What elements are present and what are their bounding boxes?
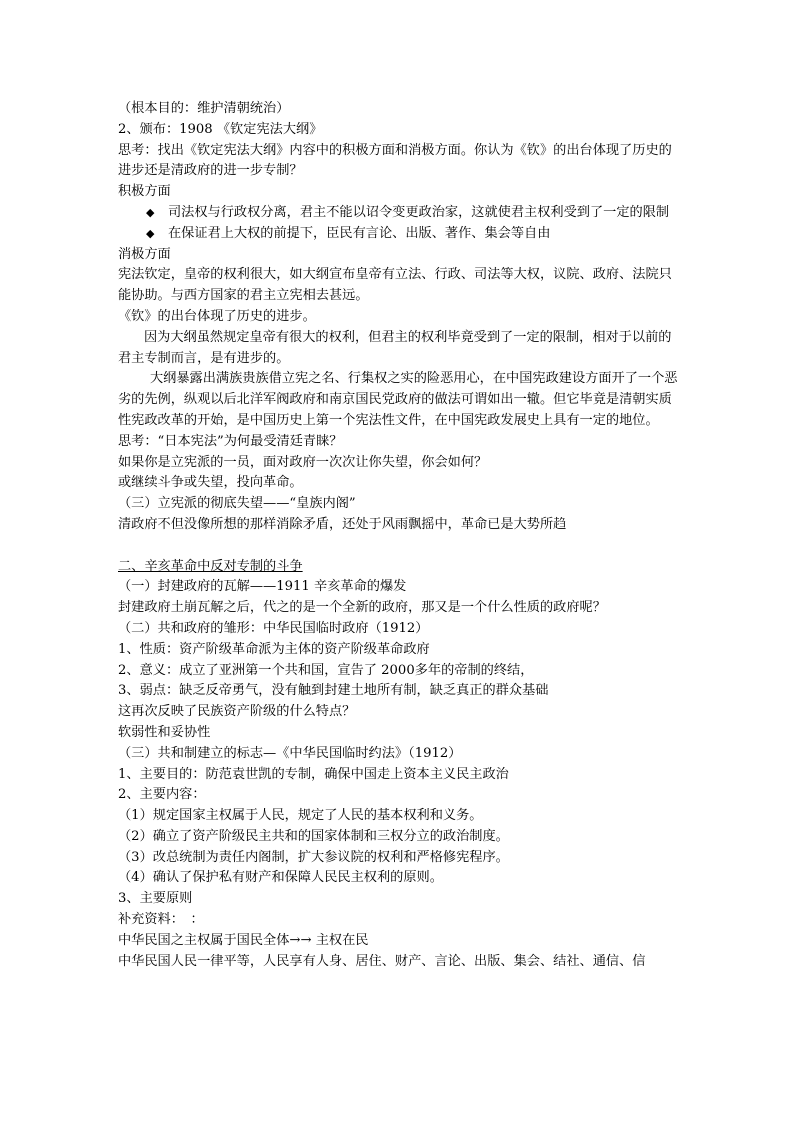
diamond-bullet-icon: ◆ bbox=[146, 205, 155, 219]
text-line: 软弱性和妥协性 bbox=[118, 724, 211, 740]
text-line: 3、主要原则 bbox=[118, 891, 193, 907]
text-line: 1、主要目的：防范袁世凯的专制，确保中国走上资本主义民主政治 bbox=[118, 766, 509, 782]
blank-line bbox=[118, 536, 680, 557]
text-line: （3）改总统制为责任内阁制，扩大参议院的权利和严格修宪程序。 bbox=[118, 849, 509, 865]
bullet-item bbox=[118, 224, 680, 245]
text-line: 《钦》的出台体现了历史的进步。 bbox=[118, 308, 316, 324]
text-line: 中华民国人民一律平等，人民享有人身、居住、财产、言论、出版、集会、结社、通信、信 bbox=[118, 953, 646, 969]
diamond-bullet-icon: ◆ bbox=[146, 226, 155, 240]
text-paragraph: 大纲暴露出满族贵族借立宪之名、行集权之实的险恶用心，在中国宪政建设方面开了一个恶劣的先例，纵观以后北洋军阀政府和南京国民党政府的做法可谓如出一辙。但它毕竟是清朝实质性宪政改革的开始，是中国历史上第一个宪法性文件，在中国宪政发展史上具有一定的地位。 bbox=[118, 371, 678, 428]
text-line: 清政府不但没像所想的那样消除矛盾，还处于风雨飘摇中，革命已是大势所趋 bbox=[118, 516, 567, 532]
subsection-heading: （二）共和政府的雏形：中华民国临时政府（1912） bbox=[118, 620, 429, 636]
text-line: （4）确认了保护私有财产和保障人民民主权利的原则。 bbox=[118, 870, 443, 886]
bullet-text: 司法权与行政权分离，君主不能以诏令变更政治家，这就使君主权利受到了一定的限制 bbox=[168, 204, 670, 220]
section-heading: 消极方面 bbox=[118, 246, 171, 262]
subsection-heading: （三）立宪派的彻底失望——“皇族内阁” bbox=[118, 496, 356, 512]
text-line: 中华民国之主权属于国民全体→→ 主权在民 bbox=[118, 932, 369, 948]
subsection-heading: （三）共和制建立的标志—《中华民国临时约法》（1912） bbox=[118, 745, 462, 761]
bullet-item bbox=[118, 203, 680, 224]
text-line: 封建政府土崩瓦解之后，代之的是一个全新的政府，那又是一个什么性质的政府呢？ bbox=[118, 600, 606, 616]
text-line: 这再次反映了民族资产阶级的什么特点？ bbox=[118, 704, 356, 720]
subsection-heading: （一）封建政府的瓦解——1911 辛亥革命的爆发 bbox=[118, 579, 407, 595]
text-paragraph: 思考：找出《钦定宪法大纲》内容中的积极方面和消极方面。你认为《钦》的出台体现了历史的进步还是清政府的进一步专制？ bbox=[118, 142, 672, 179]
document-page bbox=[118, 99, 680, 972]
text-line: 如果你是立宪派的一员，面对政府一次次让你失望，你会如何？ bbox=[118, 454, 488, 470]
text-line: 1、性质：资产阶级革命派为主体的资产阶级革命政府 bbox=[118, 641, 430, 657]
text-line: 3、弱点：缺乏反帝勇气，没有触到封建土地所有制，缺乏真正的群众基础 bbox=[118, 683, 549, 699]
text-line: 补充资料： ： bbox=[118, 912, 204, 928]
text-line: 思考：“日本宪法”为何最受清廷青睐？ bbox=[118, 433, 343, 449]
text-line: 2、意义：成立了亚洲第一个共和国，宣告了 2000多年的帝制的终结， bbox=[118, 662, 534, 678]
text-line: 2、主要内容： bbox=[118, 787, 206, 803]
bullet-text: 在保证君上大权的前提下，臣民有言论、出版、著作、集会等自由 bbox=[168, 225, 551, 241]
section-heading: 积极方面 bbox=[118, 184, 171, 200]
text-line: （2）确立了资产阶级民主共和的国家体制和三权分立的政治制度。 bbox=[118, 828, 509, 844]
text-paragraph: 因为大纲虽然规定皇帝有很大的权利，但君主的权利毕竟受到了一定的限制，相对于以前的君主专制而言，是有进步的。 bbox=[118, 329, 672, 366]
text-line: 或继续斗争或失望，投向革命。 bbox=[118, 475, 303, 491]
text-paragraph: 宪法钦定，皇帝的权利很大，如大纲宣布皇帝有立法、行政、司法等大权，议院、政府、法院只能协助。与西方国家的君主立宪相去甚远。 bbox=[118, 267, 672, 304]
text-line: （1）规定国家主权属于人民，规定了人民的基本权利和义务。 bbox=[118, 808, 483, 824]
text-line: 2、颁布：1908 《钦定宪法大纲》 bbox=[118, 121, 323, 137]
text-line: （根本目的：维护清朝统治） bbox=[118, 101, 290, 116]
section-heading: 二、辛亥革命中反对专制的斗争 bbox=[118, 558, 303, 574]
